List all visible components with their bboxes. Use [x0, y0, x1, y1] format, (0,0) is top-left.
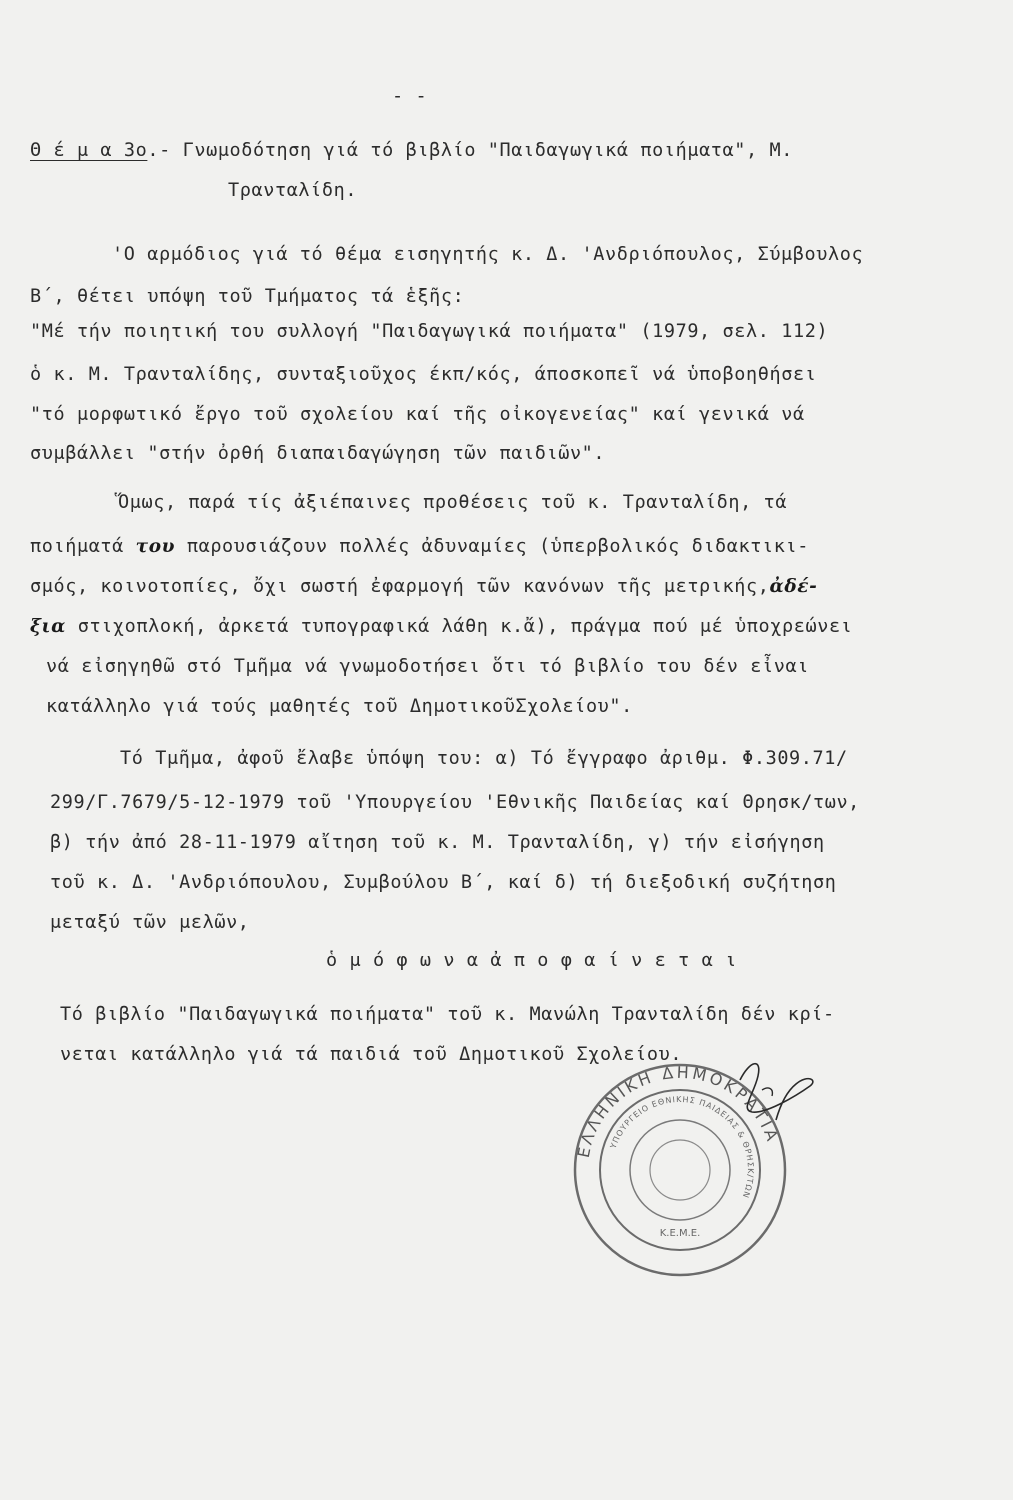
decision-heading: ὁ μ ό φ ω ν α ἀ π ο φ α ί ν ε τ α ι — [326, 950, 737, 971]
paragraph-3-line: β) τήν ἀπό 28-11-1979 αἴτηση τοῦ κ. Μ. Τρανταλίδη, γ) τήν εἰσήγηση — [50, 832, 825, 853]
subject-line — [30, 142, 793, 161]
handwritten-insert: ξια — [30, 616, 66, 637]
paragraph-2-line: νά εἰσηγηθῶ στό Τμῆμα νά γνωμοδοτήσει ὅτι τό βιβλίο του δέν εἶναι — [46, 656, 809, 677]
paragraph-2-line: κατάλληλο γιά τούς μαθητές τοῦ ΔημοτικοῦΣχολείου". — [46, 696, 633, 717]
paragraph-1-line: ὁ κ. Μ. Τρανταλίδης, συνταξιοῦχος έκπ/κός, άποσκοπεῖ νά ὑποβοηθήσει — [30, 364, 817, 385]
handwritten-correction: στιχοπλοκή — [77, 616, 196, 637]
signature-stroke — [740, 1064, 813, 1120]
paragraph-2-text: ποιήματά — [30, 536, 124, 557]
paragraph-2-line — [30, 578, 817, 597]
paragraph-2-text: σμός, κοινοτοπίες, ὄχι σωστή ἐφαρμογή τῶν κανόνων τῆς μετρικής, — [30, 576, 770, 597]
paragraph-2-text: παρουσιάζουν πολλές ἀδυναμίες (ὑπερβολικός διδακτικι- — [186, 536, 809, 557]
seal-emblem — [650, 1140, 710, 1200]
paragraph-1-line: 'Ο αρμόδιος γιά τό θέμα εισηγητής κ. Δ. 'Ανδριόπουλος, Σύμβουλος — [112, 244, 864, 265]
paragraph-3-line: τοῦ κ. Δ. 'Ανδριόπουλου, Συμβούλου Β΄, καί δ) τή διεξοδική συζήτηση — [50, 872, 837, 893]
paragraph-2-text: , ἀρκετά τυπογραφικά λάθη κ.ἄ), πράγμα πού μέ ὑποχρεώνει — [195, 616, 853, 637]
handwritten-insert: ἀδέ- — [769, 576, 818, 597]
seal-bottom-text: Κ.Ε.Μ.Ε. — [659, 1228, 701, 1239]
paragraph-3-line: μεταξύ τῶν μελῶν, — [50, 912, 250, 933]
paragraph-2-line — [30, 538, 809, 557]
subject-title: .- Γνωμοδότηση γιά τό βιβλίο "Παιδαγωγικά ποιήματα", Μ. — [147, 140, 793, 161]
paragraph-2-line — [30, 618, 852, 637]
page-header-dashes: - - — [392, 86, 428, 107]
paragraph-3-line: 299/Γ.7679/5-12-1979 τοῦ 'Υπουργείου 'Εθνικῆς Παιδείας καί Θρησκ/των, — [50, 792, 860, 813]
paragraph-1-line: συμβάλλει "στήν ὀρθή διαπαιδαγώγηση τῶν παιδιῶν". — [30, 443, 606, 464]
signature-stroke — [762, 1088, 772, 1096]
subject-label: Θ έ μ α 3ο — [30, 140, 148, 161]
paragraph-3-line: Τό Τμῆμα, ἀφοῦ ἔλαβε ὑπόψη του: α) Τό ἔγγραφο ἀριθμ. Φ.309.71/ — [120, 748, 848, 769]
subject-title-cont: Τρανταλίδη. — [228, 180, 358, 201]
paragraph-1-line: "τό μορφωτικό ἔργο τοῦ σχολείου καί τῆς οἰκογενείας" καί γενικά νά — [30, 404, 805, 425]
signature — [700, 1050, 820, 1140]
conclusion-line: νεται κατάλληλο γιά τά παιδιά τοῦ Δημοτικοῦ Σχολείου. — [60, 1044, 683, 1065]
paragraph-1-line: Β΄, θέτει υπόψη τοῦ Τμήματος τά ἑξῆς: — [30, 286, 465, 307]
conclusion-line: Τό βιβλίο "Παιδαγωγικά ποιήματα" τοῦ κ. Μανώλη Τρανταλίδη δέν κρί- — [60, 1004, 835, 1025]
seal-outer-text: ΕΛΛΗΝΙΚΗ ΔΗΜΟΚΡΑΤΙΑ — [573, 1062, 783, 1160]
seal-inner-text: ΥΠΟΥΡΓΕΙΟ ΕΘΝΙΚΗΣ ΠΑΙΔΕΙΑΣ & ΘΡΗΣΚ/ΤΩΝ — [608, 1094, 756, 1200]
handwritten-insert: του — [135, 536, 176, 557]
paragraph-2-line: Ὅμως, παρά τίς ἀξιέπαινες προθέσεις τοῦ κ. Τρανταλίδη, τά — [118, 492, 788, 513]
paragraph-1-line: "Μέ τήν ποιητική του συλλογή "Παιδαγωγικά ποιήματα" (1979, σελ. 112) — [30, 321, 829, 342]
